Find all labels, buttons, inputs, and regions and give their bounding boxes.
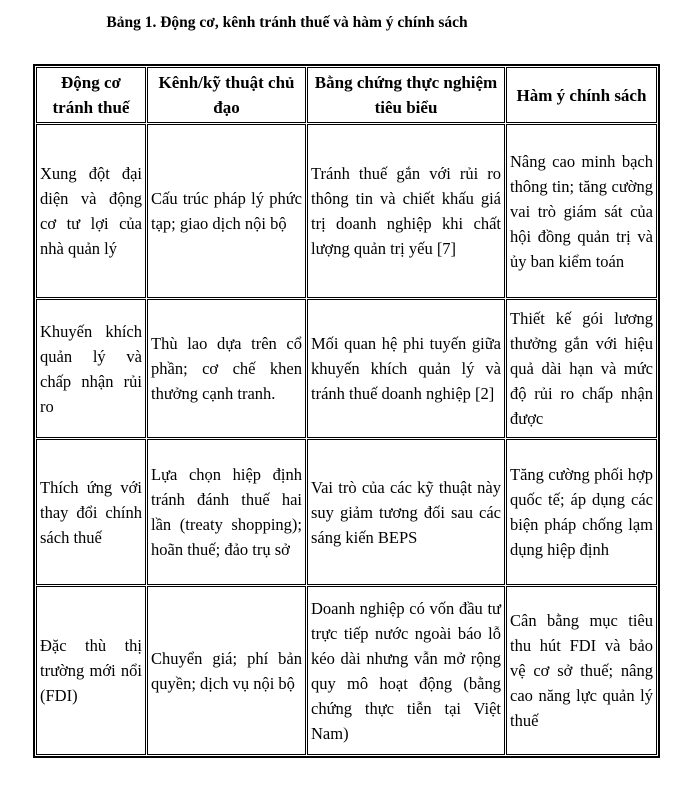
column-header-motive: Động cơ tránh thuế [36,67,146,123]
table-row [36,124,657,298]
cell-channel: Thù lao dựa trên cổ phần; cơ chế khen thưởng cạnh tranh. [147,299,306,438]
cell-channel: Cấu trúc pháp lý phức tạp; giao dịch nội bộ [147,124,306,298]
cell-motive: Thích ứng với thay đổi chính sách thuế [36,439,146,585]
cell-motive: Khuyến khích quản lý và chấp nhận rủi ro [36,299,146,438]
cell-policy: Tăng cường phối hợp quốc tế; áp dụng các biện pháp chống lạm dụng hiệp định [506,439,657,585]
table-row [36,439,657,585]
cell-policy: Thiết kế gói lương thưởng gắn với hiệu quả dài hạn và mức độ rủi ro chấp nhận được [506,299,657,438]
cell-policy: Nâng cao minh bạch thông tin; tăng cường vai trò giám sát của hội đồng quản trị và ủy ban kiểm toán [506,124,657,298]
header-row [36,67,657,123]
cell-motive: Đặc thù thị trường mới nổi (FDI) [36,586,146,755]
cell-motive: Xung đột đại diện và động cơ tư lợi của nhà quản lý [36,124,146,298]
column-header-channel: Kênh/kỹ thuật chủ đạo [147,67,306,123]
cell-evidence: Mối quan hệ phi tuyến giữa khuyến khích quản lý và tránh thuế doanh nghiệp [2] [307,299,505,438]
cell-evidence: Vai trò của các kỹ thuật này suy giảm tương đối sau các sáng kiến BEPS [307,439,505,585]
column-header-policy: Hàm ý chính sách [506,67,657,123]
cell-evidence: Doanh nghiệp có vốn đầu tư trực tiếp nước ngoài báo lỗ kéo dài nhưng vẫn mở rộng quy mô hoạt động (bằng chứng thực tiễn tại Việt Nam) [307,586,505,755]
table-caption: Bảng 1. Động cơ, kênh tránh thuế và hàm ý chính sách [106,14,468,31]
column-header-evidence: Bằng chứng thực nghiệm tiêu biểu [307,67,505,123]
table-row [36,299,657,438]
cell-evidence: Tránh thuế gắn với rủi ro thông tin và chiết khấu giá trị doanh nghiệp khi chất lượng quản trị yếu [7] [307,124,505,298]
cell-policy: Cân bằng mục tiêu thu hút FDI và bảo vệ cơ sở thuế; nâng cao năng lực quản lý thuế [506,586,657,755]
table-row [36,586,657,755]
tax-avoidance-policy-table [33,64,660,758]
cell-channel: Lựa chọn hiệp định tránh đánh thuế hai lần (treaty shopping); hoãn thuế; đảo trụ sở [147,439,306,585]
cell-channel: Chuyển giá; phí bản quyền; dịch vụ nội bộ [147,586,306,755]
